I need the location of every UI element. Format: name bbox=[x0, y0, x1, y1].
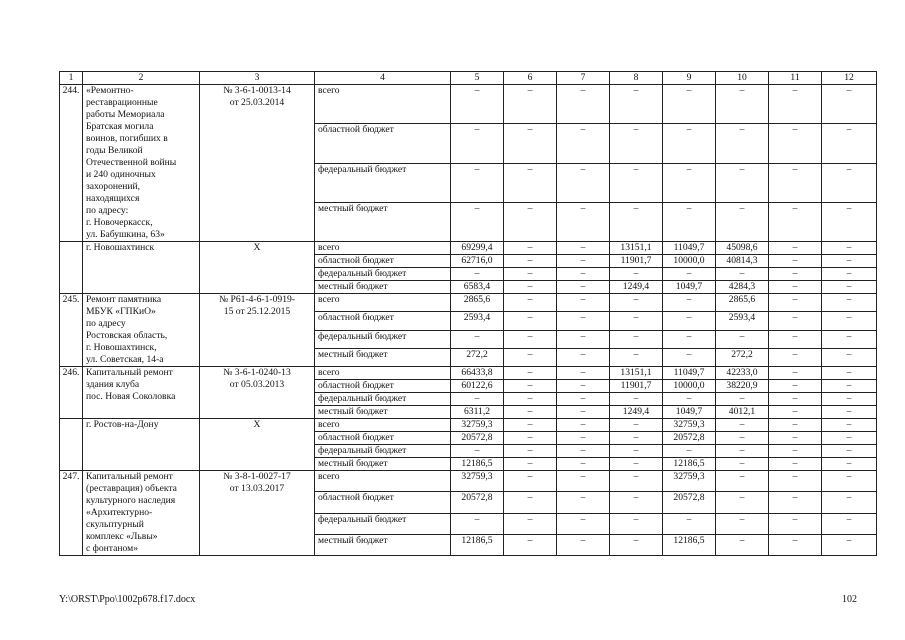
value-cell: – bbox=[504, 85, 557, 124]
value-cell: 20572,8 bbox=[663, 432, 716, 445]
funding-source: федеральный бюджет bbox=[315, 330, 451, 348]
value-cell: 4012,1 bbox=[716, 406, 769, 419]
value-cell: – bbox=[557, 268, 610, 281]
value-cell: – bbox=[610, 268, 663, 281]
value-cell: – bbox=[504, 268, 557, 281]
value-cell: 12186,5 bbox=[451, 458, 504, 471]
expertise-number: № 3-6-1-0240-13 от 05.03.2013 bbox=[200, 367, 315, 419]
value-cell: – bbox=[504, 393, 557, 406]
value-cell: – bbox=[557, 312, 610, 330]
value-cell: 20572,8 bbox=[451, 432, 504, 445]
value-cell: – bbox=[769, 163, 822, 202]
value-cell: – bbox=[504, 163, 557, 202]
value-cell: – bbox=[822, 432, 877, 445]
value-cell: – bbox=[716, 163, 769, 202]
funding-source: областной бюджет bbox=[315, 432, 451, 445]
value-cell: 1249,4 bbox=[610, 281, 663, 294]
value-cell: – bbox=[716, 458, 769, 471]
value-cell: – bbox=[716, 471, 769, 492]
value-cell: – bbox=[504, 380, 557, 393]
value-cell: – bbox=[769, 281, 822, 294]
value-cell: 6583,4 bbox=[451, 281, 504, 294]
value-cell: 1049,7 bbox=[663, 281, 716, 294]
value-cell: – bbox=[716, 432, 769, 445]
table-row bbox=[60, 367, 877, 380]
value-cell: 45098,6 bbox=[716, 242, 769, 255]
value-cell: – bbox=[557, 294, 610, 312]
table-row bbox=[60, 471, 877, 492]
value-cell: – bbox=[663, 202, 716, 241]
value-cell: 272,2 bbox=[451, 348, 504, 366]
value-cell: – bbox=[822, 281, 877, 294]
object-name: «Ремонтно- реставрационные работы Мемориала Братская могила воинов, погибших в годы Великой Отечественной войны и 240 одиночных захоронений, находящихся по адресу: г. Новочеркасск, ул. Бабушкина, 63» bbox=[83, 85, 200, 242]
budget-table bbox=[59, 71, 877, 556]
value-cell: – bbox=[663, 294, 716, 312]
value-cell: 32759,3 bbox=[663, 471, 716, 492]
value-cell: – bbox=[504, 312, 557, 330]
value-cell: – bbox=[769, 268, 822, 281]
value-cell: – bbox=[451, 163, 504, 202]
value-cell: 2865,6 bbox=[716, 294, 769, 312]
value-cell: – bbox=[451, 513, 504, 534]
value-cell: – bbox=[769, 458, 822, 471]
funding-source: местный бюджет bbox=[315, 406, 451, 419]
value-cell: – bbox=[504, 419, 557, 432]
value-cell: 60122,6 bbox=[451, 380, 504, 393]
value-cell: – bbox=[822, 406, 877, 419]
value-cell: 11901,7 bbox=[610, 255, 663, 268]
value-cell: – bbox=[663, 268, 716, 281]
value-cell: – bbox=[769, 432, 822, 445]
value-cell: – bbox=[663, 163, 716, 202]
value-cell: – bbox=[663, 124, 716, 163]
value-cell: – bbox=[716, 445, 769, 458]
expertise-number: № Р61-4-6-1-0919- 15 от 25.12.2015 bbox=[200, 294, 315, 367]
value-cell: – bbox=[769, 513, 822, 534]
value-cell: – bbox=[822, 471, 877, 492]
value-cell: – bbox=[716, 202, 769, 241]
table-row bbox=[60, 85, 877, 124]
value-cell: 10000,0 bbox=[663, 380, 716, 393]
value-cell: – bbox=[769, 124, 822, 163]
object-name: Капитальный ремонт здания клуба пос. Новая Соколовка bbox=[83, 367, 200, 419]
value-cell: – bbox=[822, 163, 877, 202]
value-cell: – bbox=[716, 124, 769, 163]
header-cell: 1 bbox=[60, 72, 83, 85]
value-cell: – bbox=[822, 202, 877, 241]
value-cell: – bbox=[557, 492, 610, 513]
value-cell: – bbox=[663, 312, 716, 330]
value-cell: – bbox=[610, 458, 663, 471]
expertise-number: Х bbox=[200, 242, 315, 294]
value-cell: – bbox=[769, 367, 822, 380]
object-name: г. Новошахтинск bbox=[83, 242, 200, 294]
value-cell: – bbox=[663, 513, 716, 534]
value-cell: 2593,4 bbox=[451, 312, 504, 330]
value-cell: – bbox=[557, 85, 610, 124]
value-cell: 32759,3 bbox=[451, 471, 504, 492]
value-cell: – bbox=[716, 268, 769, 281]
header-cell: 2 bbox=[83, 72, 200, 85]
value-cell: – bbox=[557, 458, 610, 471]
value-cell: – bbox=[504, 202, 557, 241]
funding-source: местный бюджет bbox=[315, 202, 451, 241]
value-cell: – bbox=[769, 445, 822, 458]
value-cell: 1249,4 bbox=[610, 406, 663, 419]
value-cell: 40814,3 bbox=[716, 255, 769, 268]
header-cell: 3 bbox=[200, 72, 315, 85]
footer-page-number: 102 bbox=[842, 594, 857, 605]
value-cell: 11049,7 bbox=[663, 242, 716, 255]
value-cell: – bbox=[610, 163, 663, 202]
value-cell: 2593,4 bbox=[716, 312, 769, 330]
value-cell: – bbox=[504, 294, 557, 312]
value-cell: – bbox=[610, 294, 663, 312]
value-cell: – bbox=[504, 255, 557, 268]
value-cell: – bbox=[663, 348, 716, 366]
object-name: Ремонт памятника МБУК «ГПКиО» по адресу Ростовская область, г. Новошахтинск, ул. Советская, 14-а bbox=[83, 294, 200, 367]
value-cell: – bbox=[557, 513, 610, 534]
value-cell: 1049,7 bbox=[663, 406, 716, 419]
funding-source: федеральный бюджет bbox=[315, 513, 451, 534]
value-cell: – bbox=[610, 419, 663, 432]
value-cell: – bbox=[557, 202, 610, 241]
value-cell: – bbox=[769, 85, 822, 124]
item-number bbox=[60, 242, 83, 294]
value-cell: – bbox=[822, 458, 877, 471]
value-cell: – bbox=[610, 330, 663, 348]
funding-source: всего bbox=[315, 294, 451, 312]
header-cell: 9 bbox=[663, 72, 716, 85]
value-cell: 20572,8 bbox=[663, 492, 716, 513]
value-cell: – bbox=[504, 281, 557, 294]
value-cell: – bbox=[504, 445, 557, 458]
header-cell: 11 bbox=[769, 72, 822, 85]
value-cell: – bbox=[663, 330, 716, 348]
value-cell: – bbox=[769, 312, 822, 330]
value-cell: 32759,3 bbox=[451, 419, 504, 432]
funding-source: областной бюджет bbox=[315, 312, 451, 330]
value-cell: – bbox=[822, 348, 877, 366]
value-cell: – bbox=[822, 393, 877, 406]
value-cell: – bbox=[557, 534, 610, 555]
value-cell: – bbox=[663, 85, 716, 124]
funding-source: всего bbox=[315, 242, 451, 255]
funding-source: всего bbox=[315, 367, 451, 380]
value-cell: – bbox=[504, 330, 557, 348]
value-cell: – bbox=[716, 513, 769, 534]
funding-source: местный бюджет bbox=[315, 458, 451, 471]
value-cell: – bbox=[557, 367, 610, 380]
value-cell: – bbox=[557, 471, 610, 492]
value-cell: – bbox=[504, 242, 557, 255]
item-number: 247. bbox=[60, 471, 83, 556]
funding-source: всего bbox=[315, 419, 451, 432]
funding-source: областной бюджет bbox=[315, 124, 451, 163]
value-cell: – bbox=[716, 492, 769, 513]
value-cell: – bbox=[504, 471, 557, 492]
funding-source: местный бюджет bbox=[315, 348, 451, 366]
value-cell: – bbox=[716, 419, 769, 432]
expertise-number: № 3-8-1-0027-17 от 13.03.2017 bbox=[200, 471, 315, 556]
value-cell: – bbox=[822, 255, 877, 268]
value-cell: – bbox=[822, 534, 877, 555]
funding-source: областной бюджет bbox=[315, 255, 451, 268]
value-cell: 10000,0 bbox=[663, 255, 716, 268]
value-cell: 12186,5 bbox=[451, 534, 504, 555]
value-cell: – bbox=[822, 85, 877, 124]
value-cell: – bbox=[451, 445, 504, 458]
table-row bbox=[60, 242, 877, 255]
value-cell: – bbox=[610, 202, 663, 241]
item-number bbox=[60, 419, 83, 471]
value-cell: – bbox=[663, 393, 716, 406]
funding-source: всего bbox=[315, 85, 451, 124]
funding-source: областной бюджет bbox=[315, 380, 451, 393]
value-cell: – bbox=[451, 124, 504, 163]
value-cell: 20572,8 bbox=[451, 492, 504, 513]
value-cell: – bbox=[504, 458, 557, 471]
value-cell: – bbox=[822, 242, 877, 255]
value-cell: – bbox=[557, 330, 610, 348]
value-cell: – bbox=[610, 471, 663, 492]
value-cell: 66433,8 bbox=[451, 367, 504, 380]
value-cell: – bbox=[610, 445, 663, 458]
value-cell: – bbox=[504, 124, 557, 163]
value-cell: – bbox=[610, 534, 663, 555]
value-cell: – bbox=[557, 432, 610, 445]
funding-source: местный бюджет bbox=[315, 534, 451, 555]
value-cell: – bbox=[769, 471, 822, 492]
value-cell: – bbox=[822, 268, 877, 281]
value-cell: – bbox=[716, 85, 769, 124]
header-cell: 7 bbox=[557, 72, 610, 85]
header-cell: 12 bbox=[822, 72, 877, 85]
value-cell: – bbox=[769, 406, 822, 419]
header-cell: 6 bbox=[504, 72, 557, 85]
value-cell: – bbox=[822, 312, 877, 330]
header-cell: 4 bbox=[315, 72, 451, 85]
value-cell: – bbox=[504, 367, 557, 380]
value-cell: – bbox=[504, 348, 557, 366]
value-cell: – bbox=[769, 202, 822, 241]
value-cell: 2865,6 bbox=[451, 294, 504, 312]
value-cell: – bbox=[557, 380, 610, 393]
value-cell: – bbox=[504, 513, 557, 534]
value-cell: 62716,0 bbox=[451, 255, 504, 268]
item-number: 245. bbox=[60, 294, 83, 367]
value-cell: – bbox=[557, 242, 610, 255]
value-cell: – bbox=[557, 419, 610, 432]
value-cell: – bbox=[557, 348, 610, 366]
value-cell: – bbox=[557, 406, 610, 419]
table-row bbox=[60, 419, 877, 432]
value-cell: – bbox=[769, 255, 822, 268]
value-cell: – bbox=[822, 380, 877, 393]
value-cell: 13151,1 bbox=[610, 242, 663, 255]
value-cell: – bbox=[822, 367, 877, 380]
value-cell: – bbox=[451, 393, 504, 406]
value-cell: – bbox=[769, 242, 822, 255]
value-cell: 11049,7 bbox=[663, 367, 716, 380]
value-cell: – bbox=[610, 393, 663, 406]
value-cell: – bbox=[504, 432, 557, 445]
value-cell: – bbox=[451, 330, 504, 348]
table-row bbox=[60, 294, 877, 312]
value-cell: – bbox=[663, 445, 716, 458]
value-cell: – bbox=[504, 492, 557, 513]
value-cell: – bbox=[716, 393, 769, 406]
value-cell: – bbox=[557, 445, 610, 458]
value-cell: – bbox=[769, 492, 822, 513]
value-cell: – bbox=[822, 330, 877, 348]
value-cell: – bbox=[769, 330, 822, 348]
value-cell: – bbox=[769, 294, 822, 312]
header-cell: 10 bbox=[716, 72, 769, 85]
header-cell: 8 bbox=[610, 72, 663, 85]
value-cell: – bbox=[822, 124, 877, 163]
item-number: 244. bbox=[60, 85, 83, 242]
value-cell: 32759,3 bbox=[663, 419, 716, 432]
value-cell: – bbox=[822, 513, 877, 534]
value-cell: – bbox=[610, 312, 663, 330]
value-cell: – bbox=[716, 534, 769, 555]
value-cell: – bbox=[769, 419, 822, 432]
funding-source: федеральный бюджет bbox=[315, 268, 451, 281]
value-cell: 6311,2 bbox=[451, 406, 504, 419]
value-cell: – bbox=[769, 348, 822, 366]
funding-source: всего bbox=[315, 471, 451, 492]
value-cell: – bbox=[716, 330, 769, 348]
value-cell: 4284,3 bbox=[716, 281, 769, 294]
expertise-number: № 3-6-1-0013-14 от 25.03.2014 bbox=[200, 85, 315, 242]
value-cell: – bbox=[557, 124, 610, 163]
value-cell: – bbox=[557, 393, 610, 406]
value-cell: – bbox=[769, 393, 822, 406]
value-cell: – bbox=[769, 534, 822, 555]
value-cell: – bbox=[557, 163, 610, 202]
value-cell: – bbox=[822, 492, 877, 513]
value-cell: – bbox=[557, 255, 610, 268]
value-cell: – bbox=[451, 202, 504, 241]
value-cell: 13151,1 bbox=[610, 367, 663, 380]
value-cell: – bbox=[822, 445, 877, 458]
value-cell: 42233,0 bbox=[716, 367, 769, 380]
object-name: г. Ростов-на-Дону bbox=[83, 419, 200, 471]
value-cell: 12186,5 bbox=[663, 458, 716, 471]
value-cell: – bbox=[610, 492, 663, 513]
value-cell: 38220,9 bbox=[716, 380, 769, 393]
value-cell: – bbox=[610, 85, 663, 124]
value-cell: – bbox=[769, 380, 822, 393]
funding-source: федеральный бюджет bbox=[315, 393, 451, 406]
item-number: 246. bbox=[60, 367, 83, 419]
value-cell: – bbox=[610, 124, 663, 163]
value-cell: 12186,5 bbox=[663, 534, 716, 555]
funding-source: местный бюджет bbox=[315, 281, 451, 294]
funding-source: федеральный бюджет bbox=[315, 445, 451, 458]
object-name: Капитальный ремонт (реставрация) объекта культурного наследия «Архитектурно- скульптурный комплекс «Львы» с фонтаном» bbox=[83, 471, 200, 556]
value-cell: – bbox=[610, 348, 663, 366]
value-cell: – bbox=[451, 268, 504, 281]
value-cell: – bbox=[451, 85, 504, 124]
value-cell: – bbox=[557, 281, 610, 294]
value-cell: – bbox=[822, 294, 877, 312]
value-cell: – bbox=[822, 419, 877, 432]
value-cell: 11901,7 bbox=[610, 380, 663, 393]
funding-source: областной бюджет bbox=[315, 492, 451, 513]
footer-file-path: Y:\ORST\Ppo\1002p678.f17.docx bbox=[59, 594, 196, 605]
header-cell: 5 bbox=[451, 72, 504, 85]
funding-source: федеральный бюджет bbox=[315, 163, 451, 202]
value-cell: – bbox=[610, 432, 663, 445]
expertise-number: Х bbox=[200, 419, 315, 471]
value-cell: – bbox=[504, 534, 557, 555]
value-cell: 69299,4 bbox=[451, 242, 504, 255]
value-cell: – bbox=[610, 513, 663, 534]
value-cell: 272,2 bbox=[716, 348, 769, 366]
header-row bbox=[60, 72, 877, 85]
value-cell: – bbox=[504, 406, 557, 419]
